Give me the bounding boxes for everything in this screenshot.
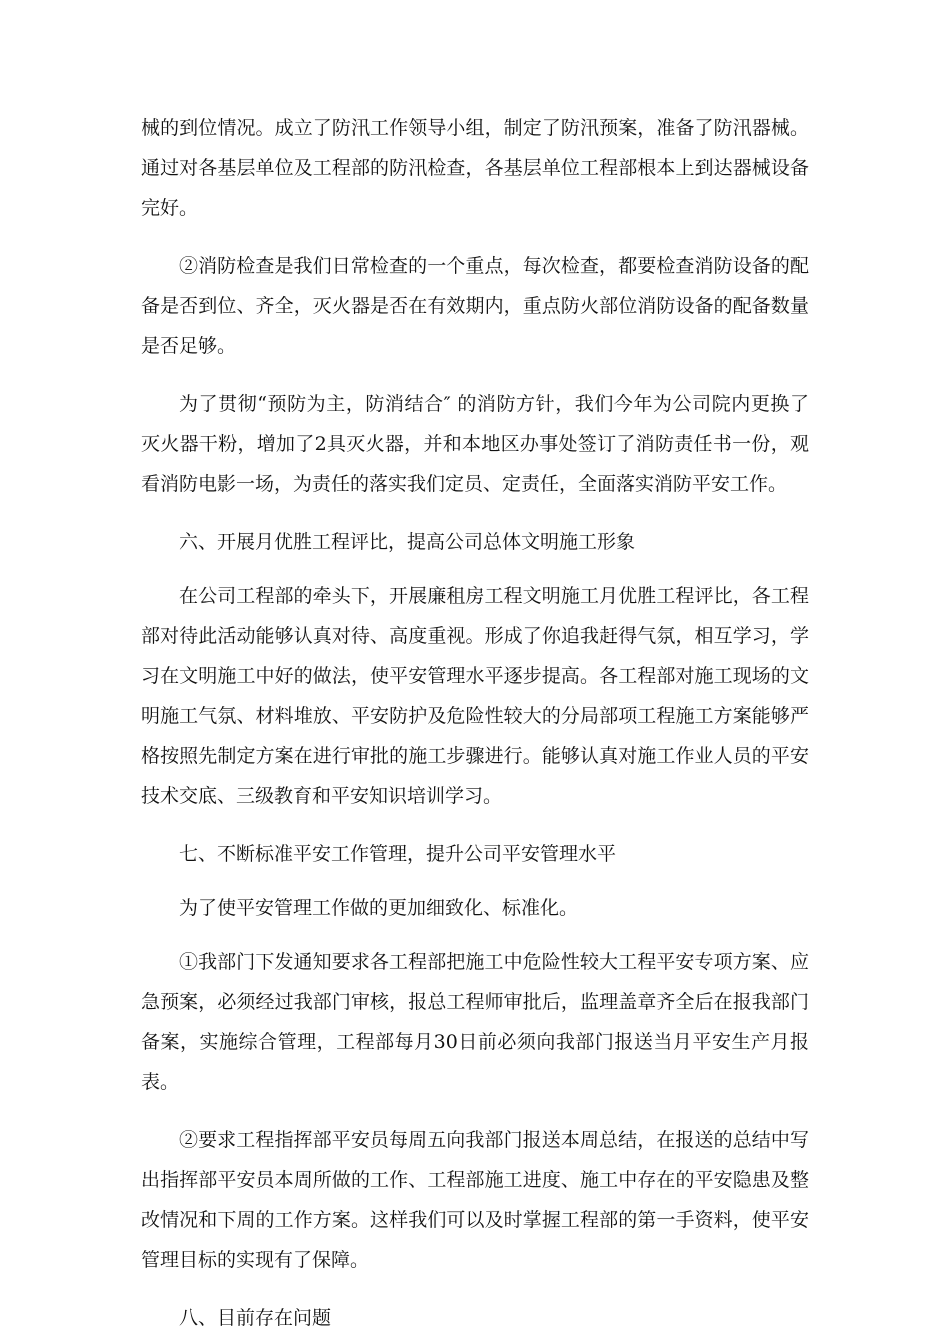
paragraph-management-goal: 为了使平安管理工作做的更加细致化、标准化。 [179,897,579,919]
paragraph-fire-inspection: ②消防检查是我们日常检查的一个重点，每次检查，都要检查消防设备的配备是否到位、齐全，灭火器是否在有效期内，重点防火部位消防设备的配备数量是否足够。 [141,255,809,357]
paragraph-approval-process: ①我部门下发通知要求各工程部把施工中危险性较大工程平安专项方案、应急预案，必须经过我部门审核，报总工程师审批后，监理盖章齐全后在报我部门备案，实施综合管理，工程部每月30日前必须向我部门报送当月平安生产月报表。 [141,951,809,1093]
paragraph-fire-policy: 为了贯彻“预防为主，防消结合″ 的消防方针，我们今年为公司院内更换了灭火器干粉，增加了2具灭火器，并和本地区办事处签订了消防责任书一份，观看消防电影一场，为责任的落实我们定员、定责任，全面落实消防平安工作。 [141,393,809,495]
paragraph-weekly-report: ②要求工程指挥部平安员每周五向我部门报送本周总结，在报送的总结中写出指挥部平安员本周所做的工作、工程部施工进度、施工中存在的平安隐患及整改情况和下周的工作方案。这样我们可以及时掌握工程部的第一手资料，使平安管理目标的实现有了保障。 [141,1129,809,1271]
paragraph-civilized-construction: 在公司工程部的牵头下，开展廉租房工程文明施工月优胜工程评比，各工程部对待此活动能够认真对待、高度重视。形成了你追我赶得气氛，相互学习，学习在文明施工中好的做法，使平安管理水平逐步提高。各工程部对施工现场的文明施工气氛、材料堆放、平安防护及危险性较大的分局部项工程施工方案能够严格按照先制定方案在进行审批的施工步骤进行。能够认真对施工作业人员的平安技术交底、三级教育和平安知识培训学习。 [141,585,809,807]
section-heading-eight: 八、目前存在问题 [179,1307,332,1329]
section-heading-seven: 七、不断标准平安工作管理，提升公司平安管理水平 [179,843,617,865]
paragraph-flood-equipment: 械的到位情况。成立了防汛工作领导小组，制定了防汛预案，准备了防汛器械。通过对各基层单位及工程部的防汛检查，各基层单位工程部根本上到达器械设备完好。 [141,117,809,219]
section-heading-six: 六、开展月优胜工程评比，提高公司总体文明施工形象 [179,531,636,553]
